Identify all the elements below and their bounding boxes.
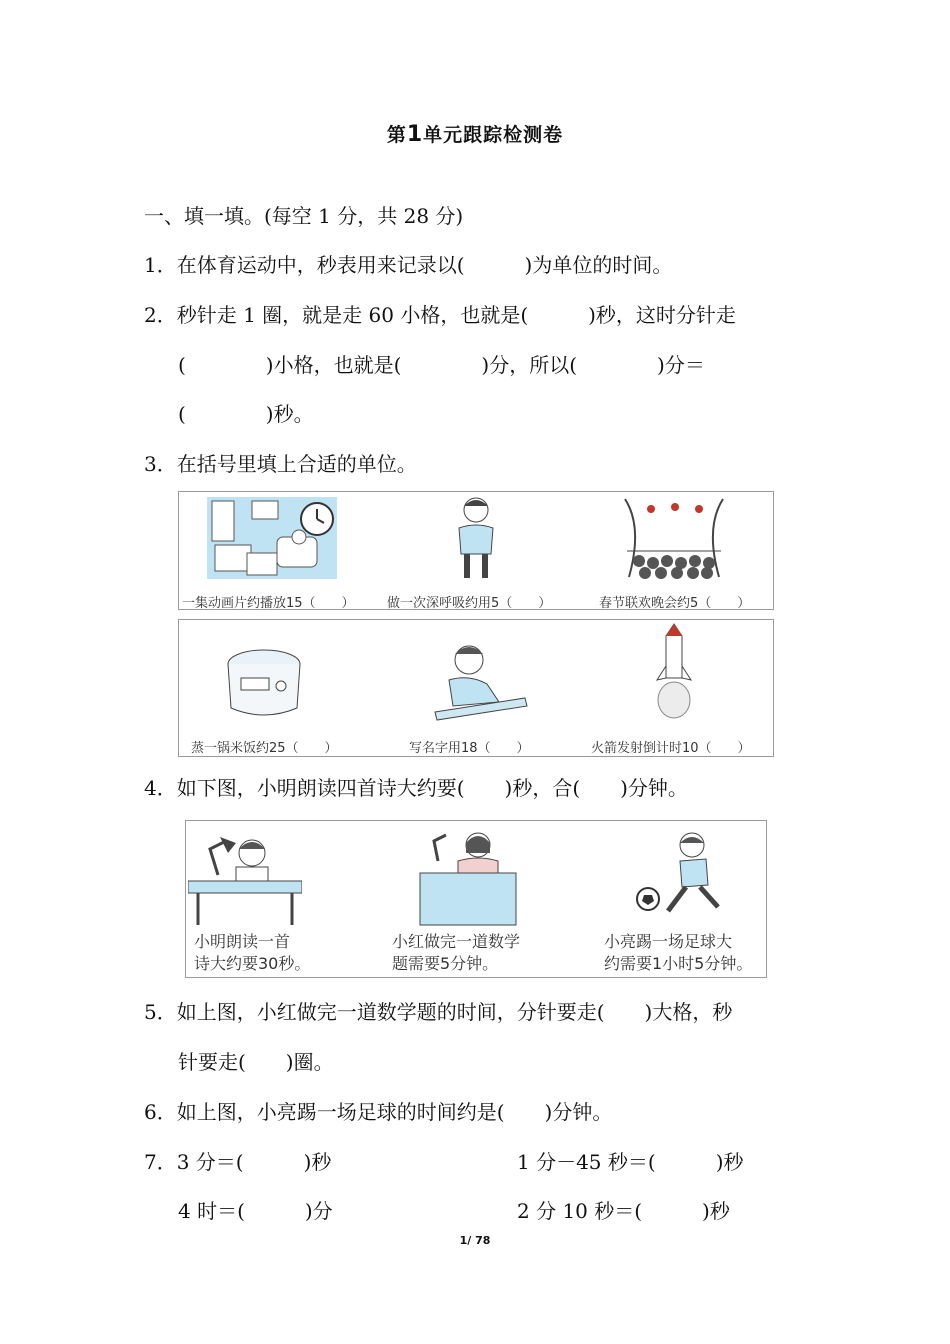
question-7-c: 4 时＝( )分 xyxy=(178,1199,333,1223)
q4-picture xyxy=(185,820,767,978)
boy-reading-illustration xyxy=(188,831,302,927)
page-number: 1/ 78 xyxy=(459,1234,491,1247)
q3-caption-5: 写名字用18（ ） xyxy=(409,741,530,756)
question-3: 3．在括号里填上合适的单位。 xyxy=(144,452,417,476)
section-heading: 一、填一填。(每空 1 分，共 28 分) xyxy=(144,204,464,228)
question-7-d: 2 分 10 秒＝( )秒 xyxy=(517,1199,730,1223)
gala-stage-illustration xyxy=(623,497,725,579)
question-6: 6．如上图，小亮踢一场足球的时间约是( )分钟。 xyxy=(144,1100,613,1124)
question-4: 4．如下图，小明朗读四首诗大约要( )秒，合( )分钟。 xyxy=(144,776,688,800)
question-2-line-3: ( )秒。 xyxy=(178,402,314,426)
question-2-line-1: 2．秒针走 1 圈，就是走 60 小格，也就是( )秒，这时分针走 xyxy=(144,303,736,327)
question-2-line-2: ( )小格，也就是( )分，所以( )分＝ xyxy=(178,353,705,377)
q3-caption-4: 蒸一锅米饭约25（ ） xyxy=(191,741,338,756)
q3-caption-3: 春节联欢晚会约5（ ） xyxy=(599,596,751,610)
boy-breathing-illustration xyxy=(441,494,511,580)
boy-playing-football-illustration xyxy=(634,829,734,929)
question-5-line-2: 针要走( )圈。 xyxy=(178,1050,334,1074)
girl-doing-math-illustration xyxy=(418,827,518,927)
question-5-line-1: 5．如上图，小红做完一道数学题的时间，分针要走( )大格，秒 xyxy=(144,1000,733,1024)
q3-caption-1: 一集动画片约播放15（ ） xyxy=(182,596,355,610)
q3-picture-row-2 xyxy=(178,619,774,757)
q4-caption-1: 小明朗读一首 诗大约要30秒。 xyxy=(194,932,311,973)
q3-caption-2: 做一次深呼吸约用5（ ） xyxy=(387,596,552,610)
q3-caption-6: 火箭发射倒计时10（ ） xyxy=(591,741,751,756)
question-1: 1．在体育运动中，秒表用来记录以( )为单位的时间。 xyxy=(144,253,673,277)
boy-writing-illustration xyxy=(429,640,529,730)
q4-caption-2: 小红做完一道数学 题需要5分钟。 xyxy=(392,932,521,973)
q3-picture-row-1 xyxy=(178,491,774,610)
question-7-a: 7．3 分＝( )秒 xyxy=(144,1150,332,1174)
page-title: 第1单元跟踪检测卷 xyxy=(386,122,564,147)
living-room-illustration xyxy=(207,497,337,579)
rice-cooker-illustration xyxy=(223,646,305,722)
rocket-illustration xyxy=(649,622,699,722)
q4-caption-3: 小亮踢一场足球大 约需要1小时5分钟。 xyxy=(604,932,753,973)
question-7-b: 1 分－45 秒＝( )秒 xyxy=(517,1150,744,1174)
